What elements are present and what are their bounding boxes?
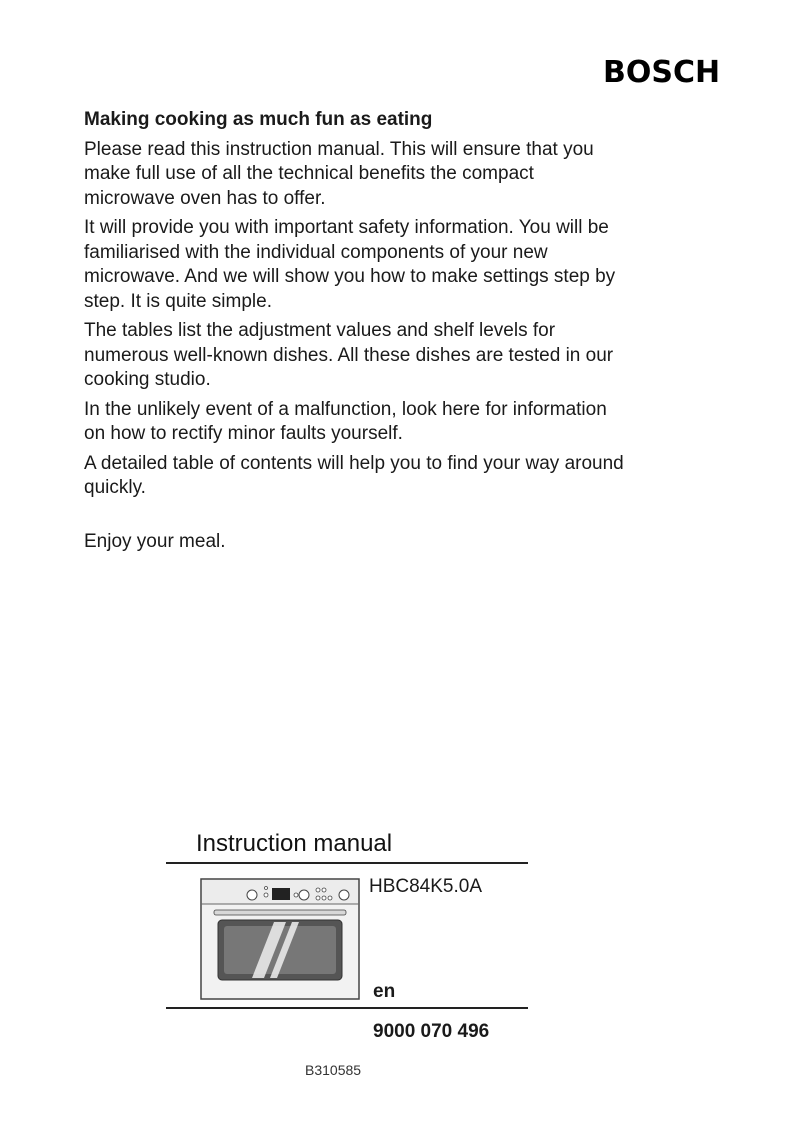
closing-text: Enjoy your meal. bbox=[84, 530, 226, 552]
document-code: B310585 bbox=[305, 1062, 362, 1078]
intro-paragraph: In the unlikely event of a malfunction, look here for information on how to rectify minor faults yourself. bbox=[84, 398, 607, 444]
divider-top bbox=[166, 862, 528, 864]
intro-section bbox=[84, 108, 624, 559]
intro-paragraph: A detailed table of contents will help you to find your way around quickly. bbox=[84, 452, 624, 498]
manual-title: Instruction manual bbox=[196, 830, 393, 857]
language-code: en bbox=[373, 981, 396, 1002]
part-number: 9000 070 496 bbox=[373, 1021, 490, 1042]
intro-paragraph: It will provide you with important safety information. You will be familiarised with the individual components of your new microwave. And we will show you how to make settings step by step. It is quite simple. bbox=[84, 217, 616, 312]
intro-paragraph: Please read this instruction manual. This will ensure that you make full use of all the technical benefits the compact microwave oven has to offer. bbox=[84, 138, 594, 209]
intro-paragraph: The tables list the adjustment values and shelf levels for numerous well-known dishes. All these dishes are tested in our cooking studio. bbox=[84, 320, 614, 390]
microwave-oven-icon bbox=[200, 878, 360, 1000]
brand-logo: BOSCH bbox=[603, 55, 721, 90]
divider-bottom bbox=[166, 1007, 528, 1009]
intro-heading: Making cooking as much fun as eating bbox=[84, 109, 433, 130]
model-number: HBC84K5.0A bbox=[369, 876, 483, 897]
